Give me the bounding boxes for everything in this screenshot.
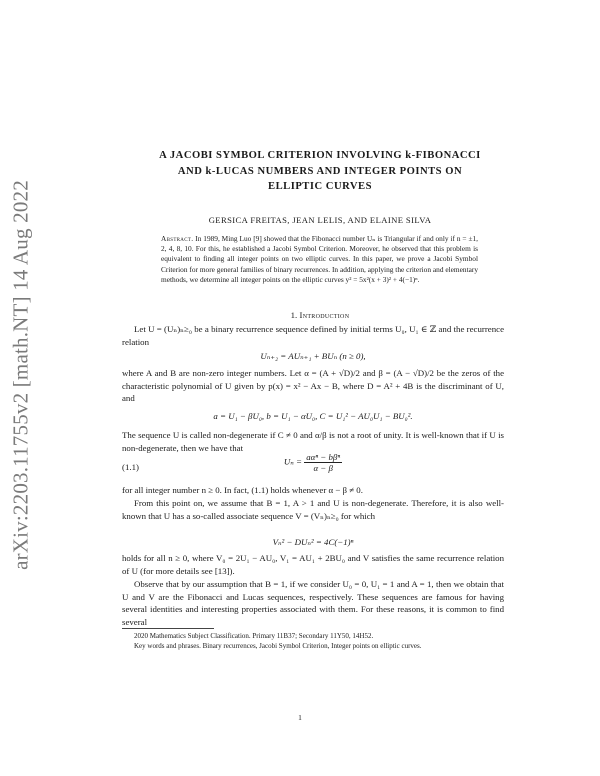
binet-numerator: aαⁿ − bβⁿ — [306, 452, 341, 462]
paragraph-3: The sequence U is called non-degenerate if C ≠ 0 and α/β is not a root of unity. It is well-known that if U is non-degenerate, then we have that — [122, 430, 504, 453]
arxiv-identifier: arXiv:2203.11755v2 [math.NT] 14 Aug 2022 — [8, 180, 33, 570]
binet-lhs: Uₙ = — [283, 456, 303, 467]
author-list: GERSICA FREITAS, JEAN LELIS, AND ELAINE SILVA — [208, 215, 432, 225]
paragraph-7: Observe that by our assumption that B = 1, if we consider U₀ = 0, U₁ = 1 and A = 1, then we obtain that U and V are the Fibonacci and Lucas sequences, respectively. These sequences are famous for having several identities and interesting properties associated with them. For these reasons, it is common to find several — [122, 579, 504, 627]
equation-coefficients: a = U₁ − βU₀, b = U₁ − αU₀, C = U₁² − AU₀U₁ − BU₀². — [213, 411, 413, 421]
title-line-3: ELLIPTIC CURVES — [268, 181, 372, 192]
title-line-2: AND k-LUCAS NUMBERS AND INTEGER POINTS ON — [177, 165, 463, 177]
arxiv-sidebar-stamp — [4, 150, 38, 600]
section-number: 1. — [290, 310, 298, 320]
footnote-msc: 2020 Mathematics Subject Classification. Primary 11B37; Secondary 11Y50, 14H52. — [134, 632, 374, 640]
paragraph-4: for all integer number n ≥ 0. In fact, (1.1) holds whenever α − β ≠ 0. — [122, 485, 363, 495]
paragraph-2: where A and B are non-zero integer numbers. Let α = (A + √D)/2 and β = (A − √D)/2 be the zeros of the characteristic polynomial of U given by p(x) = x² − Ax − B, where D = A² + 4B is the discriminant of U, and — [122, 368, 504, 404]
equation-recurrence: Uₙ₊₂ = AUₙ₊₁ + BUₙ (n ≥ 0), — [260, 351, 366, 361]
equation-label: (1.1) — [122, 462, 139, 472]
section-title: Introduction — [299, 310, 350, 320]
footnote-keywords: Key words and phrases. Binary recurrences, Jacobi Symbol Criterion, Integer points on elliptic curves. — [134, 642, 422, 650]
footnote-rule — [122, 628, 214, 629]
binet-fraction — [304, 452, 342, 473]
paragraph-6: holds for all n ≥ 0, where V₀ = 2U₁ − AU₀, V₁ = AU₁ + 2BU₀ and V satisfies the same recurrence relation of U (for more details see [13]). — [122, 553, 504, 576]
binet-denominator: α − β — [313, 463, 333, 473]
paragraph-1: Let U = (Uₙ)ₙ≥₀ be a binary recurrence sequence defined by initial terms U₀, U₁ ∈ ℤ and the recurrence relation — [122, 324, 504, 347]
abstract-label: Abstract. — [161, 234, 194, 243]
abstract-text: In 1989, Ming Luo [9] showed that the Fibonacci number Uₙ is Triangular if and only if n = ±1, 2, 4, 8, 10. For this, he established a Jacobi Symbol Criterion. Moreover, he observed that this problem is equivalent to finding all integer points on two elliptic curves. In this paper, we prove a Jacobi Symbol Criterion for more general families of binary recurrences. In addition, applying the criterion and elementary methods, we determine all integer points on the elliptic curves y² = 5x²(x + 3)² + 4(−1)ⁿ. — [161, 234, 478, 284]
paper-title — [90, 148, 550, 195]
abstract — [161, 234, 478, 285]
paragraph-5: From this point on, we assume that B = 1, A > 1 and U is non-degenerate. Therefore, it is also well-known that U has a so-called associate sequence V = (Vₙ)ₙ≥₀ for which — [122, 498, 504, 521]
section-heading — [90, 310, 550, 320]
title-line-1: A JACOBI SYMBOL CRITERION INVOLVING k-FIBONACCI — [159, 150, 481, 161]
equation-binet — [122, 452, 504, 473]
equation-associate: Vₙ² − DUₙ² = 4C(−1)ⁿ — [272, 537, 354, 547]
page-number: 1 — [298, 713, 302, 722]
